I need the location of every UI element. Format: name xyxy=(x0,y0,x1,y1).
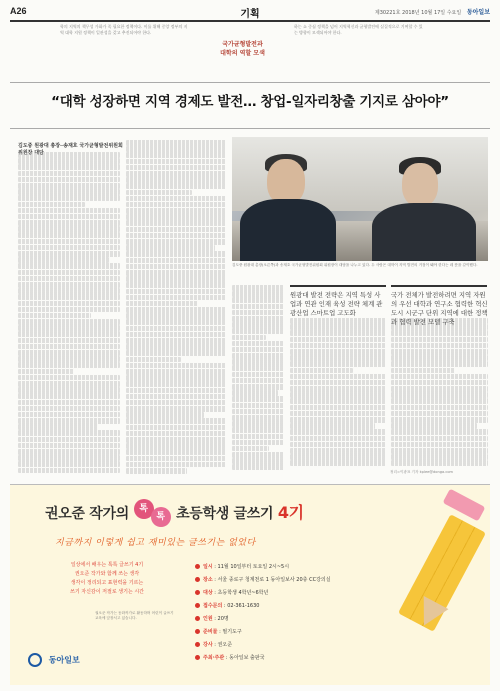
issue-date: 제30221호 2018년 10월 17일 수요일 xyxy=(374,10,462,16)
pencil-illustration xyxy=(404,493,482,633)
text-line xyxy=(18,375,120,381)
text-line xyxy=(391,380,488,386)
text-line xyxy=(18,189,120,195)
text-line xyxy=(126,418,226,424)
text-line xyxy=(126,183,226,189)
text-line xyxy=(290,417,386,423)
text-line xyxy=(126,313,226,319)
text-line xyxy=(391,454,488,460)
top-right-text: 하는 쇼 중심 정책을 넘어 지역혁신과 균형발전에 실질적으로 기여할 수 있는 방향이 모색되어야 한다. xyxy=(294,24,423,35)
photo-caption: 김도중 원광대 총장(오른쪽)과 송재호 국가균형발전위원회 위원장이 대담을 나누고 있다. 두 사람은 대학이 지역 발전의 거점이 돼야 한다는 데 뜻을 같이했다. xyxy=(232,263,478,267)
text-line xyxy=(391,368,455,374)
text-line xyxy=(18,393,120,399)
text-line xyxy=(126,338,226,344)
text-line xyxy=(18,400,120,406)
ad-info-row: 주최·주관 : 동아일보 출판국 xyxy=(195,652,335,665)
text-line xyxy=(18,195,120,201)
text-line xyxy=(126,282,226,288)
ad-info-row: 장소 : 서울 종로구 청계천로 1 동아일보사 20층 CC강의실 xyxy=(195,574,335,587)
text-line xyxy=(126,140,226,146)
ad-author-note: 권오준 작가는 동화작가로 활동하며 어린이 글쓰기 교육에 앞장서고 있습니다. xyxy=(95,611,174,620)
text-line xyxy=(232,458,284,464)
text-line xyxy=(126,462,226,468)
issue-meta xyxy=(375,7,490,16)
text-line xyxy=(18,226,120,232)
text-line xyxy=(18,356,120,362)
section-title: 기획 xyxy=(240,9,260,20)
series-label xyxy=(195,40,290,58)
text-line xyxy=(126,357,181,363)
text-line xyxy=(290,442,386,448)
text-line xyxy=(290,386,386,392)
text-line xyxy=(391,423,477,429)
toktok-2: 톡 xyxy=(151,507,171,527)
text-line xyxy=(232,390,278,396)
text-line xyxy=(126,456,226,462)
text-line xyxy=(290,405,386,411)
text-line xyxy=(126,289,226,295)
text-line xyxy=(18,245,120,251)
text-line xyxy=(391,411,488,417)
text-line xyxy=(391,436,488,442)
series-label-line2: 대학의 역할 모색 xyxy=(220,50,265,57)
text-line xyxy=(18,257,109,263)
text-line xyxy=(126,468,187,474)
ad-info-row: 접수문의 : 02-361-1630 xyxy=(195,600,335,613)
ad-info-row: 준비물 : 필기도구 xyxy=(195,626,335,639)
article-column-3 xyxy=(232,285,284,475)
ad-slogan: 지금까지 이렇게 쉽고 재미있는 글쓰기는 없었다 xyxy=(55,538,256,548)
text-line xyxy=(290,324,386,330)
text-line xyxy=(18,164,120,170)
ad-info-row: 강사 : 권오준 xyxy=(195,639,335,652)
text-line xyxy=(18,412,120,418)
text-line xyxy=(391,405,488,411)
pull-quote-2-text: 국가 전체가 발전하려면 지역 자원의 우선 대학과 연구소 협력한 혁신도시 시군구 단위 지역에 대한 정책과 협력 발전 모델 구축 xyxy=(391,291,488,326)
text-line xyxy=(18,307,120,313)
text-line xyxy=(126,307,226,313)
text-line xyxy=(232,372,284,378)
text-line xyxy=(18,424,98,430)
masthead-logo: 동아일보 xyxy=(466,9,490,16)
text-line xyxy=(290,460,386,466)
ad-info-row: 인원 : 20명 xyxy=(195,613,335,626)
text-line xyxy=(126,227,226,233)
text-line xyxy=(232,452,284,458)
text-line xyxy=(18,232,120,238)
text-line xyxy=(232,341,284,347)
text-line xyxy=(290,368,353,374)
text-line xyxy=(18,369,74,375)
text-line xyxy=(391,374,488,380)
text-line xyxy=(126,258,226,264)
page-number: A26 xyxy=(10,6,27,16)
text-line xyxy=(18,251,120,257)
text-line xyxy=(232,328,284,334)
text-line xyxy=(232,304,284,310)
text-line xyxy=(18,387,120,393)
text-line xyxy=(290,448,386,454)
text-line xyxy=(18,406,120,412)
text-line xyxy=(126,326,226,332)
toktok-1: 톡 xyxy=(134,499,154,519)
text-line xyxy=(232,446,269,452)
ad-intro-line: 생각이 정리되고 표현력을 기르는 xyxy=(70,580,144,586)
text-line xyxy=(290,398,386,404)
text-line xyxy=(18,214,120,220)
text-line xyxy=(126,165,226,171)
text-line xyxy=(232,421,284,427)
text-line xyxy=(126,425,226,431)
text-line xyxy=(126,301,198,307)
text-line xyxy=(232,409,284,415)
ad-intro-line: 쓰기 자신감이 저절로 생기는 시간 xyxy=(70,589,144,595)
page-header xyxy=(10,6,490,22)
ad-intro xyxy=(32,561,182,597)
pull-quote-1 xyxy=(290,285,386,318)
byline: 김도중 원광대 총장─송재호 국가균형발전위원회 위원장 대담 xyxy=(18,143,123,156)
text-line xyxy=(18,208,120,214)
text-line xyxy=(232,310,284,316)
text-line xyxy=(126,381,226,387)
text-line xyxy=(232,291,284,297)
text-line xyxy=(391,386,488,392)
text-line xyxy=(290,392,386,398)
ad-brand-name: 동아일보 xyxy=(48,655,80,665)
text-line xyxy=(126,449,226,455)
ad-info-list xyxy=(195,561,335,665)
text-line xyxy=(18,468,120,474)
toktok-badge xyxy=(134,499,172,529)
text-line xyxy=(126,394,226,400)
ad-title-number: 4기 xyxy=(277,503,304,522)
text-line xyxy=(126,344,226,350)
text-line xyxy=(18,220,120,226)
text-line xyxy=(232,316,284,322)
ad-title-post: 초등학생 글쓰기 xyxy=(176,506,274,522)
text-line xyxy=(126,412,204,418)
text-line xyxy=(232,353,284,359)
text-line xyxy=(126,251,226,257)
article-column-2 xyxy=(126,140,226,477)
text-line xyxy=(126,270,226,276)
text-line xyxy=(290,411,386,417)
text-line xyxy=(290,436,386,442)
text-line xyxy=(126,431,226,437)
text-line xyxy=(290,423,375,429)
text-line xyxy=(232,434,284,440)
text-line xyxy=(18,183,120,189)
top-left-text: 학의 지역의 책무성 가화가 꼭 필요한 정책이다. 이를 위해 중앙 정부의 지역 대학 지원 정책이 일관성을 갖고 추진되어야 한다. xyxy=(60,24,188,35)
writing-class-advertisement xyxy=(10,484,490,685)
text-line xyxy=(232,347,284,353)
text-line xyxy=(290,355,386,361)
text-line xyxy=(126,214,226,220)
text-line xyxy=(18,270,120,276)
text-line xyxy=(18,430,120,436)
text-line xyxy=(18,381,120,387)
text-line xyxy=(290,380,386,386)
text-line xyxy=(126,220,226,226)
reporter-credit: 정리=이광표 기자 kplee@donga.com xyxy=(390,470,454,474)
text-line xyxy=(126,363,226,369)
text-line xyxy=(126,295,226,301)
ad-title-pre: 권오준 작가의 xyxy=(45,506,129,522)
text-line xyxy=(232,335,266,341)
article-column-4 xyxy=(290,318,386,468)
text-line xyxy=(18,202,85,208)
text-line xyxy=(18,338,120,344)
text-line xyxy=(290,349,386,355)
text-line xyxy=(391,442,488,448)
article-column-1 xyxy=(18,152,120,477)
text-line xyxy=(18,325,120,331)
text-line xyxy=(126,375,226,381)
text-line xyxy=(18,276,120,282)
text-line xyxy=(126,350,226,356)
text-line xyxy=(391,392,488,398)
text-line xyxy=(391,448,488,454)
text-line xyxy=(18,171,120,177)
donga-logo-icon xyxy=(28,653,42,667)
ad-title xyxy=(45,499,304,529)
text-line xyxy=(391,343,488,349)
text-line xyxy=(391,429,488,435)
text-line xyxy=(290,361,386,367)
text-line xyxy=(126,190,192,196)
text-line xyxy=(126,239,226,245)
text-line xyxy=(18,301,120,307)
text-line xyxy=(232,378,284,384)
text-line xyxy=(232,427,284,433)
text-line xyxy=(232,322,284,328)
text-line xyxy=(126,171,226,177)
text-line xyxy=(18,263,120,269)
text-line xyxy=(18,437,120,443)
text-line xyxy=(391,355,488,361)
divider xyxy=(10,82,490,83)
text-line xyxy=(391,337,488,343)
headline: “대학 성장하면 지역 경제도 발전… 창업-일자리창출 기지로 삼아야” xyxy=(51,94,449,110)
text-line xyxy=(126,152,226,158)
text-line xyxy=(18,313,91,319)
text-line xyxy=(232,297,284,303)
text-line xyxy=(126,202,226,208)
text-line xyxy=(18,288,120,294)
interview-photo xyxy=(232,137,488,261)
text-line xyxy=(126,319,226,325)
text-line xyxy=(18,239,120,245)
text-line xyxy=(290,330,386,336)
text-line xyxy=(18,319,120,325)
text-line xyxy=(18,177,120,183)
text-line xyxy=(391,417,488,423)
text-line xyxy=(232,384,284,390)
ad-brand xyxy=(28,653,80,667)
text-line xyxy=(18,350,120,356)
text-line xyxy=(18,152,120,158)
text-line xyxy=(18,418,120,424)
text-line xyxy=(391,460,488,466)
text-line xyxy=(126,264,226,270)
ad-info-row: 대상 : 초등학생 4학년~6학년 xyxy=(195,587,335,600)
series-label-line1: 국가균형발전과 xyxy=(222,41,263,48)
text-line xyxy=(18,455,120,461)
text-line xyxy=(126,276,226,282)
text-line xyxy=(18,443,120,449)
text-line xyxy=(126,159,226,165)
ad-info-row: 일시 : 11월 10일부터 토요일 2시~5시 xyxy=(195,561,335,574)
text-line xyxy=(232,464,284,470)
text-line xyxy=(126,177,226,183)
text-line xyxy=(290,337,386,343)
text-line xyxy=(290,374,386,380)
text-line xyxy=(18,461,120,467)
text-line xyxy=(391,349,488,355)
text-line xyxy=(126,437,226,443)
text-line xyxy=(126,208,226,214)
text-line xyxy=(290,429,386,435)
text-line xyxy=(391,330,488,336)
text-line xyxy=(126,196,226,202)
text-line xyxy=(126,406,226,412)
text-line xyxy=(232,396,284,402)
text-line xyxy=(126,245,215,251)
text-line xyxy=(232,365,284,371)
text-line xyxy=(18,282,120,288)
text-line xyxy=(126,400,226,406)
ad-intro-line: 권오준 작가와 함께 쓰는 생각 xyxy=(74,571,140,577)
text-line xyxy=(232,440,284,446)
text-line xyxy=(391,398,488,404)
text-line xyxy=(126,443,226,449)
text-line xyxy=(18,158,120,164)
text-line xyxy=(232,415,284,421)
article-column-5 xyxy=(391,318,488,468)
ad-intro-line: 일상에서 배우는 톡톡 글쓰기 4기 xyxy=(70,562,144,568)
text-line xyxy=(18,294,120,300)
text-line xyxy=(290,343,386,349)
text-line xyxy=(232,285,284,291)
text-line xyxy=(290,318,386,324)
text-line xyxy=(126,146,226,152)
text-line xyxy=(126,388,226,394)
text-line xyxy=(391,361,488,367)
pull-quote-2 xyxy=(391,285,488,327)
text-line xyxy=(18,331,120,337)
text-line xyxy=(126,332,226,338)
divider xyxy=(10,128,490,129)
text-line xyxy=(126,233,226,239)
text-line xyxy=(232,403,284,409)
text-line xyxy=(18,362,120,368)
text-line xyxy=(18,344,120,350)
text-line xyxy=(290,454,386,460)
pull-quote-1-text: 원광대 발전 전략은 지역 특성 사업과 연관 인재 육성 전략 체계 관광산업 스마트업 고도화 xyxy=(290,291,383,317)
text-line xyxy=(232,359,284,365)
text-line xyxy=(126,369,226,375)
text-line xyxy=(18,449,120,455)
